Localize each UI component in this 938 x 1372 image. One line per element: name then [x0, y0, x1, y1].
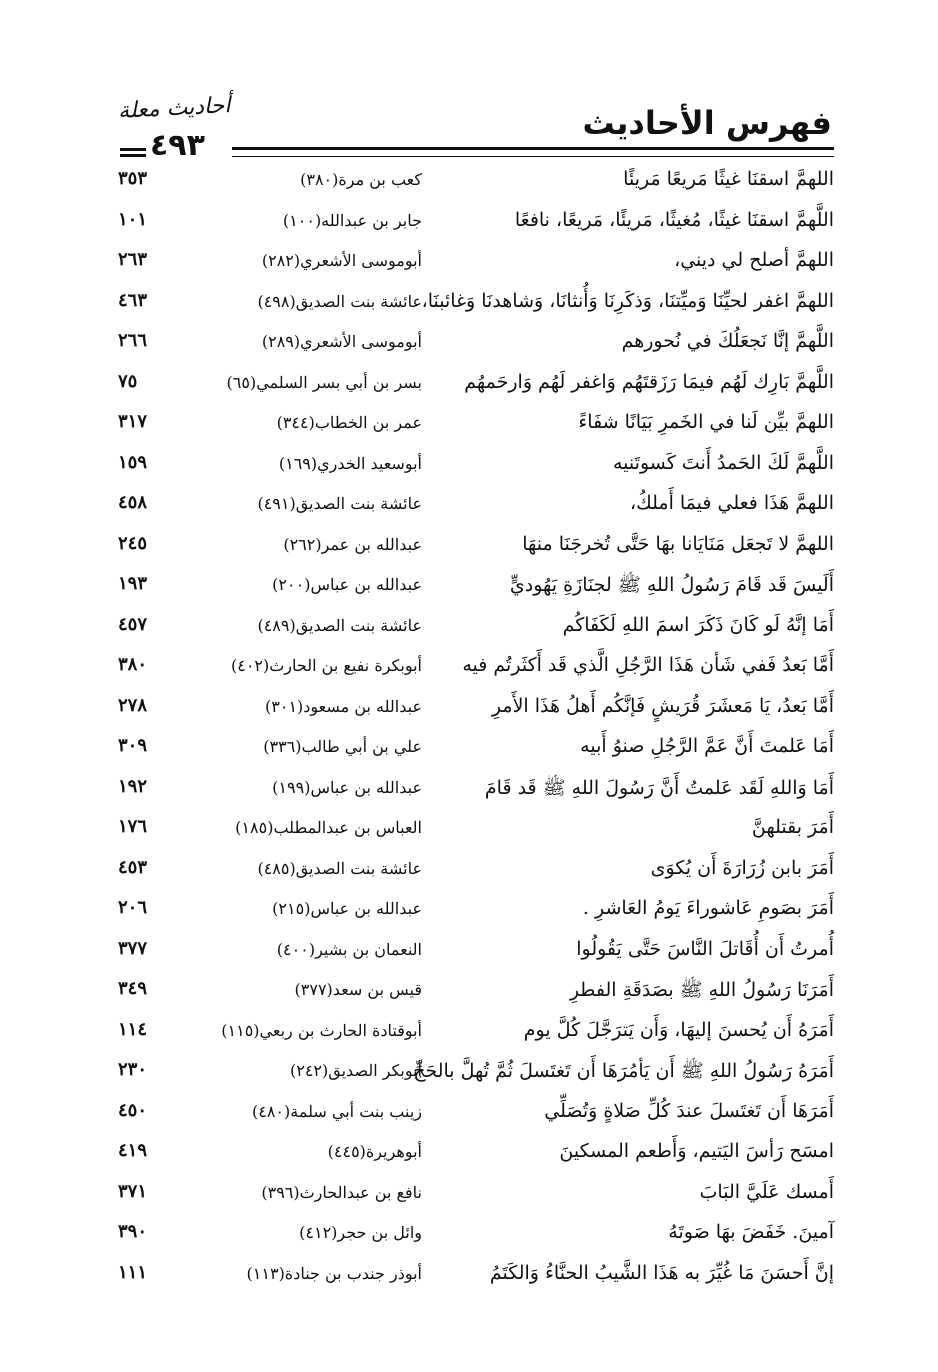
- hadith-text: اللهمَّ بيِّن لَنا في الخَمرِ بَيَانًا شفَاءً: [578, 411, 834, 433]
- hadith-text: أُمرتُ أَن أُقَاتلَ النَّاسَ حَتَّى يَقُولُوا: [576, 937, 834, 960]
- index-row: [0, 203, 938, 244]
- narrator-name: أبوبكرة نفيع بن الحارث(٤٠٢): [230, 656, 422, 675]
- index-row: [0, 729, 938, 770]
- hadith-text: أَمَرَنَا رَسُولُ اللهِ ﷺ بصَدَقَةِ الفطرِ: [569, 979, 834, 1001]
- header-dash: [120, 148, 146, 151]
- narrator-name: أبوموسى الأشعري(٢٨٩): [261, 332, 422, 351]
- hadith-text: أَمَرَ بقتلهنَّ: [751, 816, 834, 838]
- page-reference: ٤٥٠: [118, 1099, 148, 1121]
- page-reference: ٤٥٣: [118, 856, 148, 878]
- narrator-name: عبدالله بن عباس(١٩٩): [272, 777, 422, 797]
- hadith-text: أَلَيسَ قَد قَامَ رَسُولُ اللهِ ﷺ لجنَازَةِ يَهُوديٍّ: [509, 574, 834, 596]
- index-row: [0, 1175, 938, 1216]
- page-reference: ٢٤٥: [118, 532, 148, 554]
- index-row: [0, 648, 938, 689]
- page-reference: ١١١: [118, 1261, 148, 1283]
- index-row: [0, 365, 938, 406]
- page-reference: ١٩٢: [118, 775, 148, 797]
- narrator-name: عبدالله بن عباس(٢٠٠): [272, 575, 422, 594]
- hadith-text: أَمَرَهُ أَن يُحسنَ إليهَا، وَأَن يَترَجَّلَ كُلَّ يوم: [523, 1018, 834, 1041]
- hadith-text: أَمَّا بَعدُ، يَا مَعشَرَ قُرَيشٍ فَإنَّكُم أَهلُ هَذَا الأَمرِ: [491, 694, 834, 717]
- hadith-text: آمينَ. خَفَضَ بهَا صَوتَهُ: [668, 1221, 834, 1243]
- index-row: [0, 1256, 938, 1297]
- index-row: [0, 405, 938, 446]
- hadith-text: امسَح رَأسَ اليَتيم، وَأَطعم المسكينَ: [559, 1140, 834, 1162]
- hadith-index-list: [0, 162, 938, 1296]
- narrator-name: أبوبكر الصديق(٢٤٢): [289, 1061, 422, 1080]
- index-row: [0, 1215, 938, 1256]
- index-row: [0, 486, 938, 527]
- page-reference: ٣٥٣: [118, 168, 148, 189]
- hadith-text: أَمسك عَلَيَّ البَابَ: [699, 1180, 834, 1203]
- narrator-name: أبوهريرة(٤٤٥): [327, 1142, 422, 1161]
- narrator-name: عمر بن الخطاب(٣٤٤): [276, 413, 422, 432]
- index-row: [0, 1094, 938, 1135]
- page-reference: ٣٤٩: [118, 978, 148, 999]
- page-reference: ٤٥٧: [118, 613, 148, 635]
- hadith-text: اللهمَّ أصلح لي ديني،: [674, 249, 834, 271]
- hadith-text: اللَّهمَّ إنَّا نَجعَلُكَ في نُحورهم: [621, 330, 834, 352]
- hadith-text: أَمَرَ بابن زُرَارَةَ أَن يُكوَى: [650, 856, 834, 879]
- index-row: [0, 689, 938, 730]
- index-row: [0, 1134, 938, 1175]
- narrator-name: العباس بن عبدالمطلب(١٨٥): [235, 818, 422, 837]
- page-reference: ٢٠٦: [118, 897, 148, 918]
- narrator-name: بسر بن أبي بسر السلمي(٦٥): [226, 372, 422, 392]
- page-reference: ٣٧١: [118, 1180, 148, 1202]
- index-row: [0, 810, 938, 851]
- index-row: [0, 446, 938, 487]
- narrator-name: عبدالله بن عباس(٢١٥): [272, 899, 422, 918]
- narrator-name: عائشة بنت الصديق(٤٩٨): [257, 291, 422, 311]
- page-reference: ٤٥٨: [118, 492, 148, 513]
- handwritten-note: أحاديث معلة: [117, 93, 231, 124]
- hadith-text: اللَّهمَّ لَكَ الحَمدُ أَنتَ كَسوتَنيه: [613, 451, 834, 474]
- index-row: [0, 1013, 938, 1054]
- index-row: [0, 972, 938, 1013]
- index-row: [0, 324, 938, 365]
- index-row: [0, 891, 938, 932]
- page-reference: ١٠١: [118, 208, 148, 230]
- index-row: [0, 567, 938, 608]
- page-reference: ٢٦٣: [118, 249, 148, 270]
- narrator-name: عائشة بنت الصديق(٤٨٥): [257, 858, 422, 878]
- page-reference: ٢٦٦: [118, 330, 148, 351]
- page-reference: ٣٩٠: [118, 1221, 148, 1242]
- narrator-name: أبوسعيد الخدري(١٦٩): [278, 453, 422, 473]
- page-number: ٤٩٣: [150, 128, 205, 163]
- page-reference: ١٥٩: [118, 451, 148, 473]
- page-reference: ٢٧٨: [118, 694, 148, 716]
- narrator-name: عائشة بنت الصديق(٤٨٩): [257, 615, 422, 635]
- hadith-text: أَمَرَهُ رَسُولُ اللهِ ﷺ أَن يَأمُرَهَا أَن تَغتَسلَ ثُمَّ تُهلَّ بالحَجِّ: [413, 1060, 834, 1082]
- hadith-text: اللهمَّ هَذَا فعلي فيمَا أَملكُ،: [629, 492, 834, 514]
- index-row: [0, 284, 938, 325]
- page-reference: ٣٨٠: [118, 654, 148, 675]
- page-reference: ٢٣٠: [118, 1059, 148, 1080]
- narrator-name: علي بن أبي طالب(٣٣٦): [263, 737, 422, 756]
- page-reference: ٤١٩: [118, 1140, 148, 1161]
- index-row: [0, 1053, 938, 1094]
- hadith-text: اللهمَّ اسقنَا غيثًا مَريعًا مَريئًا: [623, 168, 834, 190]
- page-title: فهرس الأحاديث: [582, 104, 832, 142]
- narrator-name: كعب بن مرة(٣٨٠): [300, 170, 422, 189]
- index-row: [0, 608, 938, 649]
- header-rule: [232, 147, 834, 157]
- page-reference: ١١٤: [118, 1018, 148, 1040]
- narrator-name: عائشة بنت الصديق(٤٩١): [257, 494, 422, 513]
- narrator-name: عبدالله بن عمر(٢٦٢): [283, 534, 422, 554]
- page-reference: ٧٥: [118, 370, 138, 392]
- hadith-text: أَمَا إنَّهُ لَو كَانَ ذَكَرَ اسمَ اللهِ لَكَفَاكُم: [562, 613, 834, 636]
- index-row: [0, 932, 938, 973]
- hadith-text: إنَّ أَحسَنَ مَا غُيِّرَ به هَذَا الشَّيبُ الحنَّاءُ وَالكَتَمُ: [489, 1261, 834, 1284]
- page-reference: ٣٠٩: [118, 735, 148, 756]
- narrator-name: نافع بن عبدالحارث(٣٩٦): [261, 1182, 422, 1202]
- hadith-text: أَمَرَهَا أَن تَغتَسلَ عندَ كُلِّ صَلاةٍ وَتُصَلِّي: [544, 1099, 834, 1122]
- narrator-name: وائل بن حجر(٤١٢): [299, 1223, 422, 1242]
- index-row: [0, 527, 938, 568]
- page-reference: ١٧٦: [118, 816, 148, 837]
- page-reference: ٣٧٧: [118, 937, 148, 959]
- hadith-text: أَمَّا بَعدُ فَفي شَأن هَذَا الرَّجُلِ الَّذي قَد أَكثَرتُم فيه: [462, 654, 834, 676]
- hadith-text: أَمَا وَاللهِ لَقَد عَلمتُ أَنَّ رَسُولَ اللهِ ﷺ قَد قَامَ: [484, 776, 834, 799]
- narrator-name: أبوموسى الأشعري(٢٨٢): [261, 251, 422, 270]
- index-row: [0, 851, 938, 892]
- hadith-text: اللهمَّ لا تَجعَل مَنَايَانا بهَا حَتَّى تُخرجَنَا منهَا: [522, 532, 834, 555]
- hadith-text: أَمَرَ بصَومِ عَاشوراءَ يَومُ العَاشرِ .: [582, 897, 834, 919]
- narrator-name: جابر بن عبدالله(١٠٠): [282, 210, 422, 230]
- hadith-text: اللهمَّ اغفر لحيِّنَا وَميِّتنَا، وَذكَرِنَا وَأُنثانَا، وَشاهدنَا وَغائبنَا،: [421, 289, 834, 312]
- narrator-name: أبوقتادة الحارث بن ربعي(١١٥): [221, 1020, 422, 1040]
- index-row: [0, 770, 938, 811]
- page-reference: ٤٦٣: [118, 289, 148, 311]
- hadith-text: اللَّهمَّ بَارِك لَهُم فيمَا رَزَقتَهُم وَاغفر لَهُم وَارحَمهُم: [464, 370, 834, 393]
- narrator-name: زينب بنت أبي سلمة(٤٨٠): [251, 1101, 422, 1121]
- index-row: [0, 162, 938, 203]
- narrator-name: النعمان بن بشير(٤٠٠): [276, 939, 422, 959]
- page-reference: ٣١٧: [118, 411, 148, 432]
- narrator-name: قيس بن سعد(٣٧٧): [294, 980, 422, 999]
- narrator-name: أبوذر جندب بن جنادة(١١٣): [246, 1263, 422, 1283]
- page-reference: ١٩٣: [118, 573, 148, 594]
- index-row: [0, 243, 938, 284]
- narrator-name: عبدالله بن مسعود(٣٠١): [265, 696, 422, 716]
- hadith-text: اللَّهمَّ اسقنَا غيثًا، مُغيثًا، مَريئًا، مَريعًا، نافعًا: [514, 208, 834, 231]
- hadith-text: أَمَا عَلمتَ أَنَّ عَمَّ الرَّجُلِ صنوُ أَبيه: [580, 735, 834, 757]
